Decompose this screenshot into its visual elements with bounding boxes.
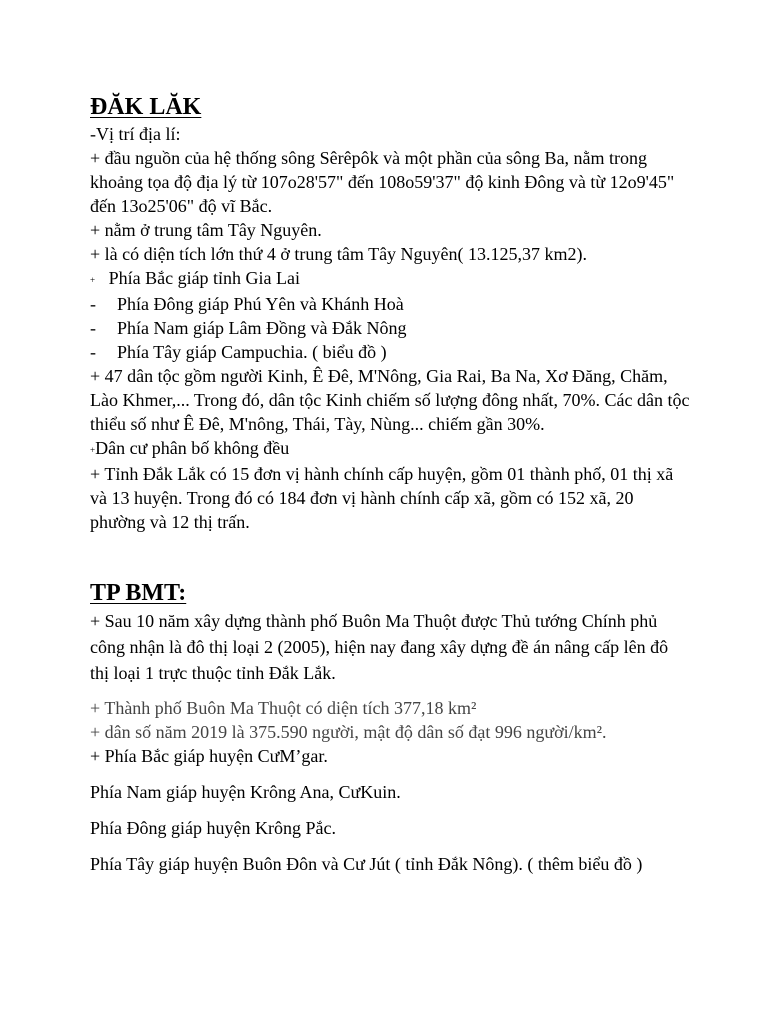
bullet-plus: +	[90, 274, 96, 285]
border-south: - Phía Nam giáp Lâm Đồng và Đắk Nông	[90, 317, 407, 338]
central-highlands-text: + nằm ở trung tâm Tây Nguyên.	[90, 220, 322, 240]
geo-location-label: -Vị trí địa lí:	[90, 124, 181, 144]
bullet-dash: -	[90, 293, 96, 314]
document-content	[90, 92, 690, 888]
area-text: + là có diện tích lớn thứ 4 ở trung tâm Tây Nguyên( 13.125,37 km2).	[90, 244, 588, 264]
border-north: + Phía Bắc giáp tỉnh Gia Lai	[90, 268, 301, 288]
section-title-daklak: ĐĂK LĂK	[90, 94, 202, 120]
city-border-west: Phía Tây giáp huyện Buôn Đôn và Cư Jút ( tỉnh Đắk Nông). ( thêm biểu đồ )	[90, 853, 643, 874]
city-border-east: Phía Đông giáp huyện Krông Pắc.	[90, 817, 336, 838]
city-border-south: Phía Nam giáp huyện Krông Ana, CưKuin.	[90, 781, 401, 802]
bullet-dash: -	[90, 317, 96, 338]
bullet-dash: -	[90, 341, 96, 362]
ethnic-groups-text: + 47 dân tộc gồm người Kinh, Ê Đê, M'Nông, Gia Rai, Ba Na, Xơ Đăng, Chăm, Lào Khmer,... Trong đó, dân tộc Kinh chiếm số lượng đông nhất, 70%. Các dân tộc thiểu số như Ê Đê, M'nông, Thái, Tày, Nùng... chiếm gần 30%.	[90, 365, 690, 434]
section-title-bmt: TP BMT:	[90, 579, 187, 606]
section-bmt	[90, 578, 690, 876]
city-border-north: + Phía Bắc giáp huyện CưM’gar.	[90, 745, 328, 766]
geo-coordinates-text: + đầu nguồn của hệ thống sông Sêrêpôk và một phần của sông Ba, nằm trong khoảng tọa độ địa lý từ 107o28'57" đến 108o59'37" độ kinh Đông và từ 12o9'45" đến 13o25'06" độ vĩ Bắc.	[90, 148, 675, 216]
city-history-text: + Sau 10 năm xây dựng thành phố Buôn Ma Thuột được Thủ tướng Chính phủ công nhận là đô thị loại 2 (2005), hiện nay đang xây dựng đề án nâng cấp lên đô thị loại 1 trực thuộc tỉnh Đắk Lắk.	[90, 610, 669, 683]
city-population-text: + dân số năm 2019 là 375.590 người, mật độ dân số đạt 996 người/km².	[90, 721, 607, 742]
bullet-plus: +	[90, 444, 96, 455]
border-west: - Phía Tây giáp Campuchia. ( biểu đồ )	[90, 341, 387, 362]
population-distribution: +Dân cư phân bố không đều	[90, 437, 290, 458]
administrative-units-text: + Tỉnh Đắk Lắk có 15 đơn vị hành chính cấp huyện, gồm 01 thành phố, 01 thị xã và 13 huyện. Trong đó có 184 đơn vị hành chính cấp xã, gồm có 152 xã, 20 phường và 12 thị trấn.	[90, 463, 674, 532]
border-east: - Phía Đông giáp Phú Yên và Khánh Hoà	[90, 293, 404, 314]
city-area-text: + Thành phố Buôn Ma Thuột có diện tích 377,18 km²	[90, 697, 477, 718]
